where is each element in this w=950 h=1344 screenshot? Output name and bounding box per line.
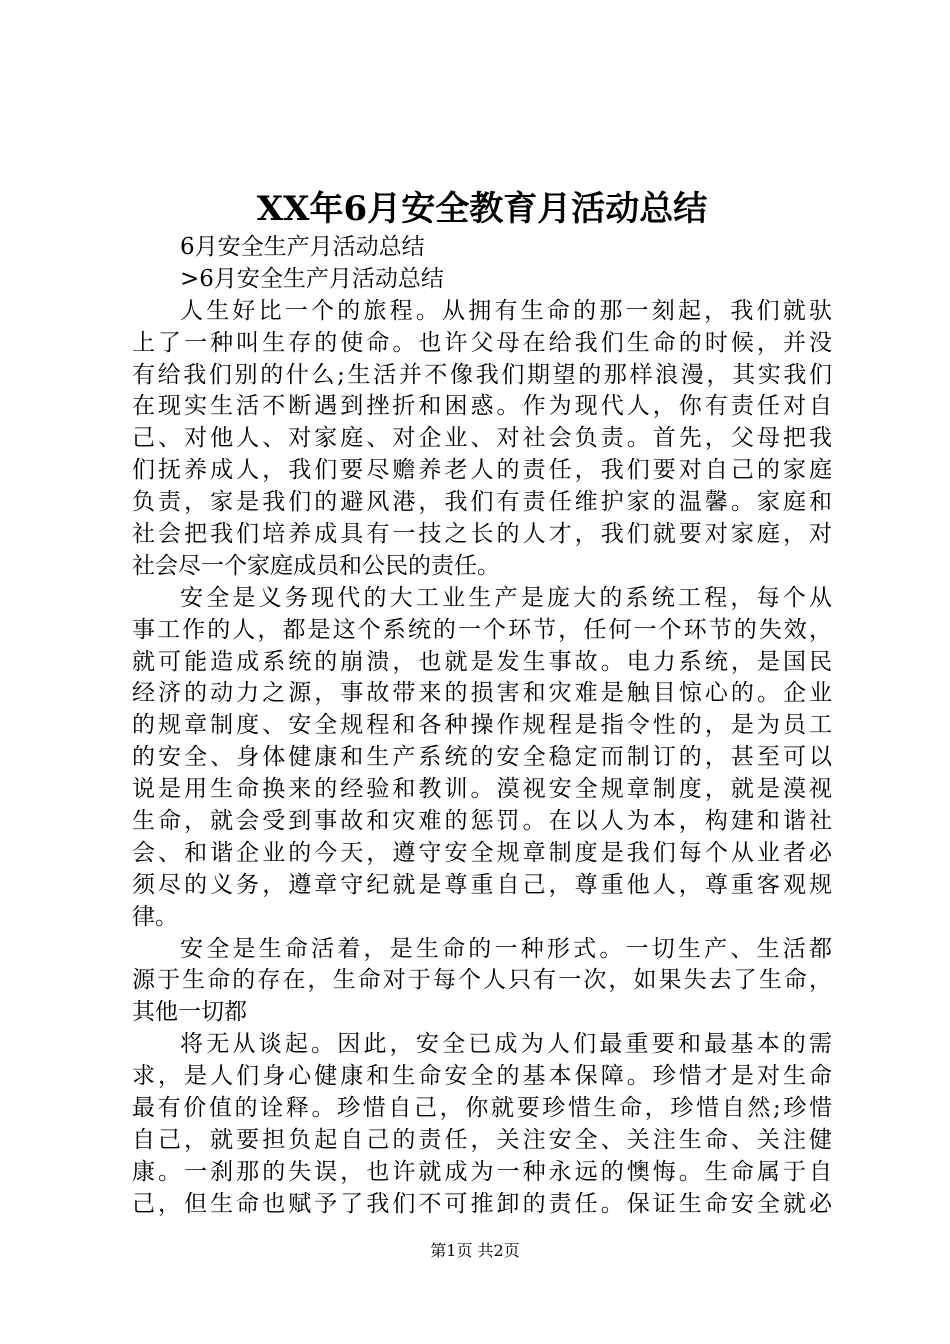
text-line: 社会把我们培养成具有一技之长的人才，我们就要对家庭，对: [132, 521, 832, 548]
text-line: 康。一刹那的失误，也许就成为一种永远的懊悔。生命属于自: [132, 1158, 832, 1185]
text-line: 源于生命的存在，生命对于每个人只有一次，如果失去了生命，: [132, 967, 832, 994]
text-line: 最有价值的诠释。珍惜自己，你就要珍惜生命，珍惜自然;珍惜: [132, 1095, 832, 1122]
text-line: 安全是义务现代的大工业生产是庞大的系统工程，每个从: [180, 584, 832, 611]
document-title: XX年6月安全教育月活动总结: [256, 189, 708, 229]
text-line: 的规章制度、安全规程和各种操作规程是指令性的，是为员工: [132, 712, 832, 739]
text-line: 会、和谐企业的今天，遵守安全规章制度是我们每个从业者必: [132, 839, 832, 866]
text-line: 事工作的人，都是这个系统的一个环节，任何一个环节的失效，: [132, 616, 832, 643]
text-line: 将无从谈起。因此，安全已成为人们最重要和最基本的需: [180, 1031, 832, 1058]
text-line: 们抚养成人，我们要尽赡养老人的责任，我们要对自己的家庭: [132, 457, 832, 484]
text-line: 负责，家是我们的避风港，我们有责任维护家的温馨。家庭和: [132, 489, 832, 516]
document-body: [132, 232, 832, 1221]
text-line: 其他一切都: [132, 999, 247, 1026]
text-line: 求，是人们身心健康和生命安全的基本保障。珍惜才是对生命: [132, 1063, 832, 1090]
text-line: 社会尽一个家庭成员和公民的责任。: [132, 552, 500, 579]
text-line: 经济的动力之源，事故带来的损害和灾难是触目惊心的。企业: [132, 680, 832, 707]
page-footer: 第1页 共2页: [430, 1241, 520, 1260]
text-line: 在现实生活不断遇到挫折和困惑。作为现代人，你有责任对自: [132, 393, 832, 420]
text-line: >6月安全生产月活动总结: [180, 265, 444, 292]
text-line: 生命，就会受到事故和灾难的惩罚。在以人为本，构建和谐社: [132, 808, 832, 835]
document-page: [132, 188, 832, 1221]
text-line: 安全是生命活着，是生命的一种形式。一切生产、生活都: [180, 935, 832, 962]
text-line: 上了一种叫生存的使命。也许父母在给我们生命的时候，并没: [132, 329, 832, 356]
text-line: 己，但生命也赋予了我们不可推卸的责任。保证生命安全就必: [132, 1190, 832, 1217]
text-line: 自己，就要担负起自己的责任，关注安全、关注生命、关注健: [132, 1126, 832, 1153]
text-line: 律。: [132, 903, 178, 930]
text-line: 须尽的义务，遵章守纪就是尊重自己，尊重他人，尊重客观规: [132, 871, 832, 898]
text-line: 己、对他人、对家庭、对企业、对社会负责。首先，父母把我: [132, 425, 832, 452]
text-line: 说是用生命换来的经验和教训。漠视安全规章制度，就是漠视: [132, 776, 832, 803]
text-line: 人生好比一个的旅程。从拥有生命的那一刻起，我们就驮: [180, 297, 832, 324]
text-line: 6月安全生产月活动总结: [180, 234, 425, 260]
text-line: 有给我们别的什么;生活并不像我们期望的那样浪漫，其实我们: [132, 361, 832, 388]
text-line: 的安全、身体健康和生产系统的安全稳定而制订的，甚至可以: [132, 744, 832, 771]
text-line: 就可能造成系统的崩溃，也就是发生事故。电力系统，是国民: [132, 648, 832, 675]
